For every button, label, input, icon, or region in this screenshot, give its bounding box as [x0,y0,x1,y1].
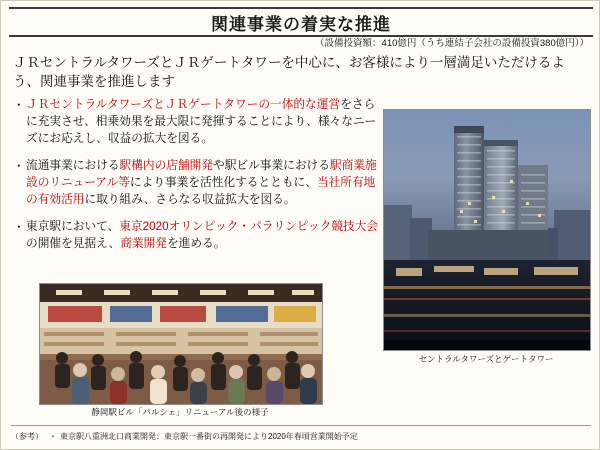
page-title: 関連事業の着実な推進 [211,14,391,34]
investment-note: （設備投資額：410億円（うち連結子会社の設備投資380億円）） [315,38,589,49]
bullet-list [13,97,383,263]
bullet-segment: 駅構内の店舗開発 [119,158,214,172]
bullet-segment: 商業開発 [120,236,167,250]
bullet-segment: 駅商業施設のリニューアル等 [26,158,377,189]
bullet-marker: ・ [13,159,25,173]
bullet-segment: 東京駅において、 [26,219,120,233]
footer-divider [11,425,591,426]
list-item [13,158,383,209]
footnote-text: 東京駅八重洲北口商業開発：東京駅一番街の再開発により2020年春頃営業開始予定 [60,432,358,441]
photo-caption-right: セントラルタワーズとゲートタワー [418,354,554,364]
list-item [13,219,383,253]
bullet-segment: により事業を活性化するとともに、 [129,175,317,189]
bullet-segment: 東京2020オリンピック・パラリンピック競技大会 [119,219,379,233]
station-mall-illustration [40,284,322,404]
photo-caption-left: 静岡駅ビル「パルシェ」リニューアル後の様子 [91,407,269,417]
bullet-segment: の開催を見据え、 [26,236,121,250]
central-towers-illustration [384,110,590,350]
bullet-segment: ＪＲセントラルタワーズとＪ [26,98,177,111]
list-item [13,97,383,148]
title-bar [9,7,593,37]
bullet-segment: を進める。 [166,236,226,250]
lead-paragraph: ＪＲセントラルタワーズとＪＲゲートタワーを中心に、お客様により一層満足いただけるよう、関連事業を推進します [13,55,565,90]
footnote-marker: ・ [49,432,57,441]
photo-parche-renewal [39,283,323,405]
bullet-segment: や駅ビル事業における [213,158,330,172]
footnote [11,431,358,442]
bullet-segment: Ｒゲートタワーの一体的な運営 [176,98,341,111]
bullet-segment: に取り組み、さらなる収益拡大を図る。 [84,192,296,206]
bullet-segment: をさらに充実させ、相乗効果を最大限に発揮することにより、様々なニーズにお応えし、収益の拡大を図る。 [26,98,377,145]
bullet-segment: 流通事業における [26,158,120,172]
bullet-marker: ・ [13,220,25,234]
footnote-label: （参考） [11,432,39,441]
bullet-marker: ・ [13,99,25,112]
bullet-segment: 当社所有地の有効活用 [26,175,376,206]
photo-central-towers [383,109,591,351]
